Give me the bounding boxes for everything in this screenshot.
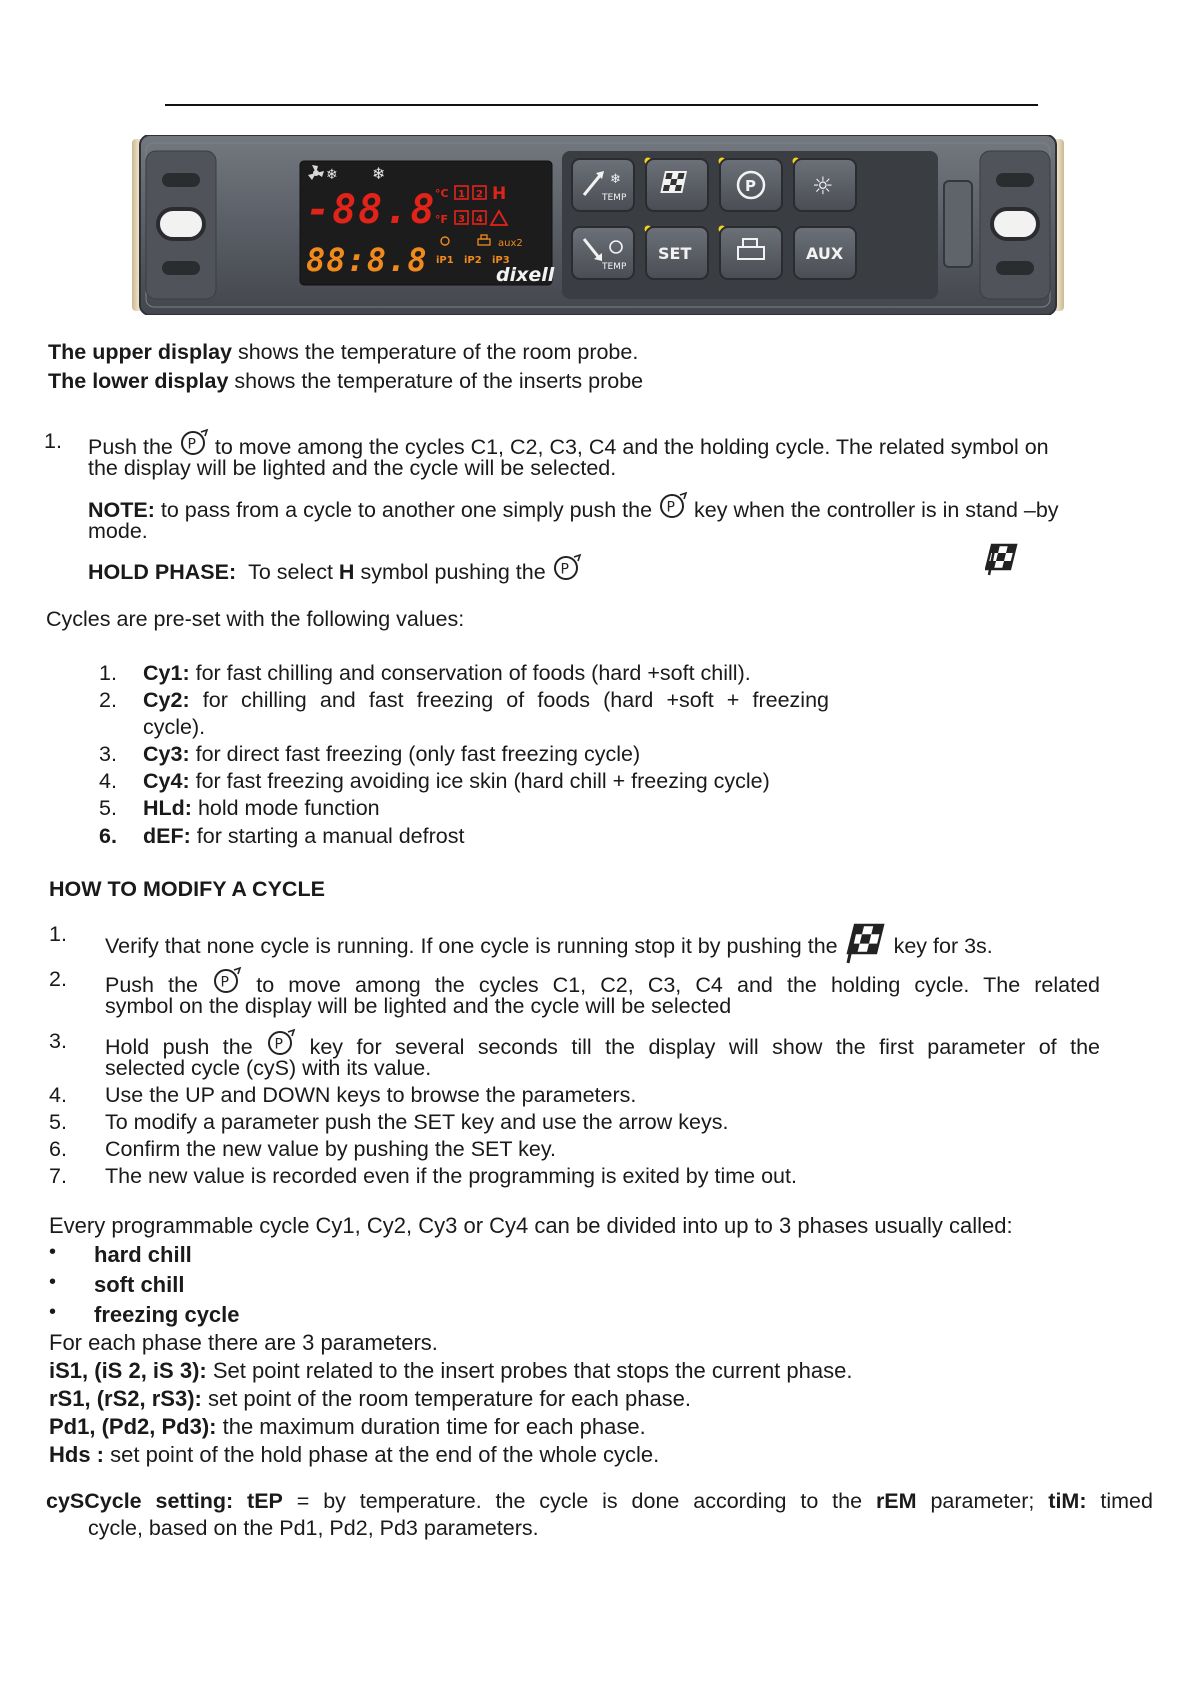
phase-item: hard chill (94, 1242, 192, 1267)
svg-text:P: P (220, 974, 230, 991)
modify-step-6: Confirm the new value by pushing the SET key. (105, 1137, 556, 1161)
cycle-item: dEF: for starting a manual defrost (143, 824, 465, 848)
cycle-item-number: 3. (99, 742, 117, 766)
modify-step-7: The new value is recorded even if the programming is exited by time out. (105, 1164, 797, 1188)
bullet: • (49, 1271, 57, 1293)
modify-step-3: Hold push the P key for several seconds till the display will show the first parameter of the (105, 1028, 1100, 1061)
controller-panel-image (132, 135, 1064, 315)
svg-text:TEMP: TEMP (602, 193, 627, 203)
svg-text:P: P (560, 561, 569, 578)
phases-intro: Every programmable cycle Cy1, Cy2, Cy3 or Cy4 can be divided into up to 3 phases usually called: (49, 1213, 1013, 1238)
cycle-item-continuation: cycle). (143, 715, 206, 739)
hold-phase-line: HOLD PHASE: To select H symbol pushing the P (88, 553, 582, 586)
brand-logo: dixell (496, 264, 555, 286)
modify-step-5: To modify a parameter push the SET key and use the arrow keys. (105, 1110, 729, 1134)
cycle-p-icon (658, 491, 688, 521)
probe-label-ip2: iP2 (464, 255, 482, 266)
svg-text:❄: ❄ (610, 172, 621, 187)
phase-item: freezing cycle (94, 1302, 240, 1327)
cycle-item-number: 6. (99, 824, 117, 848)
svg-text:1: 1 (458, 189, 465, 200)
step1-note-line-2: mode. (88, 519, 148, 543)
modify-heading: HOW TO MODIFY A CYCLE (49, 877, 325, 901)
modify-step-number: 4. (49, 1083, 67, 1107)
probe-label-ip3: iP3 (492, 255, 510, 266)
svg-text:SET: SET (658, 244, 692, 263)
phase-item: soft chill (94, 1272, 185, 1297)
param-is: iS1, (iS 2, iS 3): Set point related to the insert probes that stops the current phase. (49, 1358, 853, 1383)
modify-step-number: 7. (49, 1164, 67, 1188)
bullet: • (49, 1241, 57, 1263)
snowflake-icon-1: ❄ (326, 167, 338, 183)
phases-each: For each phase there are 3 parameters. (49, 1330, 438, 1355)
param-hds: Hds : set point of the hold phase at the end of the whole cycle. (49, 1442, 660, 1467)
celsius-label: °C (435, 187, 449, 200)
set-key[interactable] (645, 226, 709, 280)
upper-display-digits: -88.8 (306, 187, 437, 233)
modify-step-2: Push the P to move among the cycles C1, C2, C3, C4 and the holding cycle. The related (105, 966, 1100, 999)
intro-line-2: The lower display shows the temperature of the inserts probe (48, 369, 644, 393)
modify-step-1: Verify that none cycle is running. If one cycle is running stop it by pushing the key for 3s. (105, 921, 993, 965)
cycle-item-number: 1. (99, 661, 117, 685)
right-slot-2 (992, 209, 1038, 239)
lower-display-digits: 88:8.8 (306, 241, 428, 279)
step1-line-2: the display will be lighted and the cycle will be selected. (88, 456, 617, 480)
checkered-flag-icon (985, 541, 1019, 577)
cycle-item: Cy1: for fast chilling and conservation of foods (hard +soft chill). (143, 661, 751, 685)
left-slot-2 (158, 209, 204, 239)
light-key[interactable] (793, 158, 857, 212)
cycle-p-icon (266, 1028, 296, 1058)
cycle-item-number: 5. (99, 796, 117, 820)
svg-text:AUX: AUX (806, 244, 844, 263)
stop-cycle-key[interactable] (645, 158, 709, 212)
snowflake-icon-2: ❄ (372, 164, 386, 183)
header-rule (165, 104, 1038, 106)
cycle-item: Cy2: for chilling and fast freezing of foods (hard +soft + freezing (143, 688, 829, 712)
lightbulb-icon: ☼ (812, 172, 834, 200)
up-temp-key[interactable] (572, 159, 634, 211)
fahrenheit-label: °F (435, 213, 449, 226)
cycle-p-icon (212, 966, 242, 996)
svg-text:3: 3 (458, 214, 465, 225)
down-temp-key[interactable] (572, 227, 634, 279)
param-pd: Pd1, (Pd2, Pd3): the maximum duration time for each phase. (49, 1414, 646, 1439)
cycle-item-number: 4. (99, 769, 117, 793)
cys-line-1: cySCycle setting: tEP = by temperature. the cycle is done according to the rEM parameter; tiM: timed (46, 1489, 1153, 1513)
modify-step-number: 5. (49, 1110, 67, 1134)
step1-number: 1. (44, 429, 62, 453)
cys-line-2: cycle, based on the Pd1, Pd2, Pd3 parameters. (88, 1516, 539, 1540)
bullet: • (49, 1301, 57, 1323)
print-key[interactable] (719, 226, 783, 280)
modify-step-number: 3. (49, 1029, 67, 1053)
modify-step-number: 6. (49, 1137, 67, 1161)
cycle-select-key[interactable] (719, 158, 783, 212)
intro-line-1: The upper display shows the temperature of the room probe. (48, 340, 639, 364)
aux2-label: aux2 (498, 238, 523, 249)
modify-step-number: 1. (49, 922, 67, 946)
cycle-item: Cy3: for direct fast freezing (only fast freezing cycle) (143, 742, 641, 766)
cycle-p-icon (179, 428, 209, 458)
aux-key[interactable] (794, 227, 856, 279)
checkered-flag-icon (660, 171, 687, 193)
svg-text:4: 4 (476, 214, 483, 225)
svg-text:P: P (187, 436, 196, 453)
right-slot-3 (996, 261, 1034, 275)
modify-step-2-line-2: symbol on the display will be lighted and the cycle will be selected (105, 994, 732, 1018)
svg-text:P: P (745, 177, 756, 195)
usb-cover (944, 181, 972, 267)
right-slot-1 (996, 173, 1034, 187)
left-slot-1 (162, 173, 200, 187)
left-slot-3 (162, 261, 200, 275)
cycle-p-icon (552, 553, 582, 583)
svg-text:2: 2 (476, 189, 483, 200)
modify-step-number: 2. (49, 967, 67, 991)
cycle-item-number: 2. (99, 688, 117, 712)
svg-text:TEMP: TEMP (602, 262, 627, 272)
modify-step-3-line-2: selected cycle (cyS) with its value. (105, 1056, 432, 1080)
cycle-item: Cy4: for fast freezing avoiding ice skin (hard chill + freezing cycle) (143, 769, 770, 793)
cycles-intro: Cycles are pre-set with the following values: (46, 607, 465, 631)
param-rs: rS1, (rS2, rS3): set point of the room temperature for each phase. (49, 1386, 692, 1411)
cycle-item: HLd: hold mode function (143, 796, 380, 820)
hold-h-label: H (492, 184, 507, 204)
step1-note: NOTE: to pass from a cycle to another one simply push the P key when the controller is in stand –by (88, 491, 1059, 524)
checkered-flag-icon (844, 921, 888, 965)
svg-text:P: P (274, 1036, 284, 1053)
step1-line-1: Push the P to move among the cycles C1, C2, C3, C4 and the holding cycle. The related symbol on (88, 428, 1049, 461)
modify-step-4: Use the UP and DOWN keys to browse the parameters. (105, 1083, 637, 1107)
svg-text:P: P (666, 499, 675, 516)
probe-label-ip1: iP1 (436, 255, 454, 266)
